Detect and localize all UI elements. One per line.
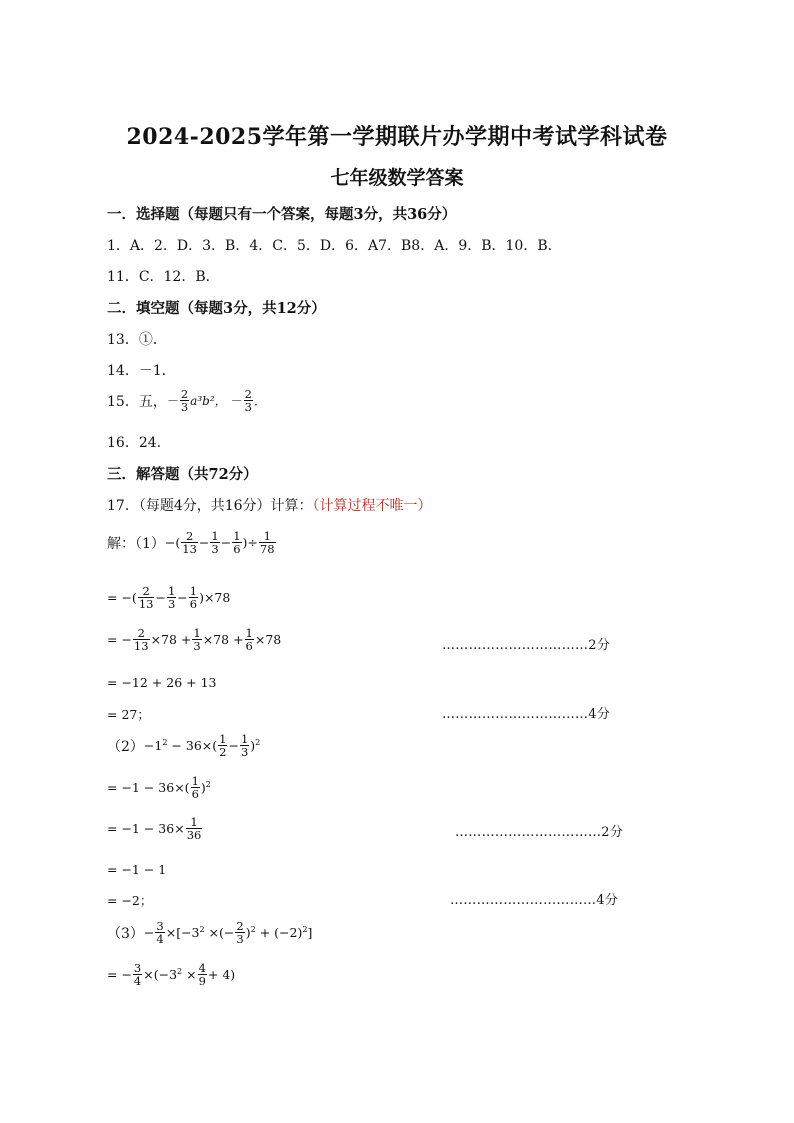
part-3-problem: （3） − $\frac{3}{4}$ $\times[-3^2$ ×(− $\frac{2}{3}$ )$^2 + (-2)^2$]	[107, 919, 313, 947]
part-2-label: （2）	[107, 738, 144, 755]
numerator: 2	[180, 387, 189, 401]
numerator: 2	[244, 387, 252, 401]
part-1-result: = 27；	[107, 707, 150, 722]
minus-sign: －	[230, 394, 243, 409]
part-1-problem: 解：（1） −( $\frac{2}{13}$ − $\frac{1}{3}$ − $\frac{1}{6}$ )÷ $\frac{1}{78}$	[107, 529, 275, 557]
part-3-step-1: = − $\frac{3}{4}$ $\times(-3^2$ × $\frac{4}{9}$ + 4)	[107, 961, 236, 989]
part-2-step-2: = −1 − 36× $\frac{1}{36}$	[107, 815, 202, 843]
answer-15	[107, 388, 266, 413]
document-subtitle: 七年级数学答案	[330, 167, 464, 189]
part-3-label: （3）	[107, 925, 144, 942]
answer-14: 14．－1．	[107, 363, 176, 379]
answer-15-expr	[167, 388, 266, 413]
fraction	[180, 388, 189, 413]
score-mark-2: ……………………………2分	[442, 638, 611, 653]
part-1-label: 解：（1）	[107, 535, 165, 552]
question-17-intro	[107, 495, 432, 515]
denominator: 3	[180, 400, 189, 415]
answer-16: 16．24．	[107, 435, 171, 451]
score-mark-2: ……………………………2分	[455, 825, 624, 840]
document-title: 2024-2025学年第一学期联片办学期中考试学科试卷	[126, 124, 668, 150]
question-17-text: 17．（每题4分，共16分）计算：	[107, 498, 313, 514]
section-heading-choice: 一．选择题（每题只有一个答案，每题3分，共36分）	[107, 206, 457, 223]
question-17-note: （计算过程不唯一）	[312, 498, 432, 514]
fraction	[244, 388, 253, 413]
score-mark-4: ……………………………4分	[442, 707, 611, 722]
monomial-term: a³b²，	[190, 394, 227, 409]
section-heading-solve: 三．解答题（共72分）	[107, 466, 258, 483]
answer-13: 13．①．	[107, 332, 167, 348]
part-2-problem: （2） $-1^2 - 36\times$( $\frac{1}{2}$ − $\frac{1}{3}$ )$^2$	[107, 732, 261, 760]
part-2-result: = −2；	[107, 893, 153, 908]
section-heading-fill: 二．填空题（每题3分，共12分）	[107, 300, 326, 317]
part-2-step-3: = −1 − 1	[107, 862, 167, 877]
answer-15-prefix: 15．五，	[107, 393, 167, 410]
part-1-step-2: = − $\frac{2}{13}$ ×78 + $\frac{1}{3}$ ×78 + $\frac{1}{6}$ ×78	[107, 626, 282, 654]
part-1-step-3: = −12 + 26 + 13	[107, 675, 217, 690]
period: ．	[253, 394, 266, 409]
answers-row-2: 11．C．12．B．	[107, 269, 220, 285]
denominator: 3	[244, 400, 252, 415]
minus-sign: －	[166, 394, 179, 409]
answers-row-1: 1．A．2．D．3．B．4．C．5．D．6．A7．B8．A．9．B．10．B．	[107, 238, 562, 254]
part-1-step-1: = −( $\frac{2}{13}$ − $\frac{1}{3}$ − $\frac{1}{6}$ )×78	[107, 584, 231, 612]
part-2-step-1: = −1 − 36×( $\frac{1}{6}$ )$^2$	[107, 774, 211, 802]
score-mark-4: ……………………………4分	[450, 893, 619, 908]
